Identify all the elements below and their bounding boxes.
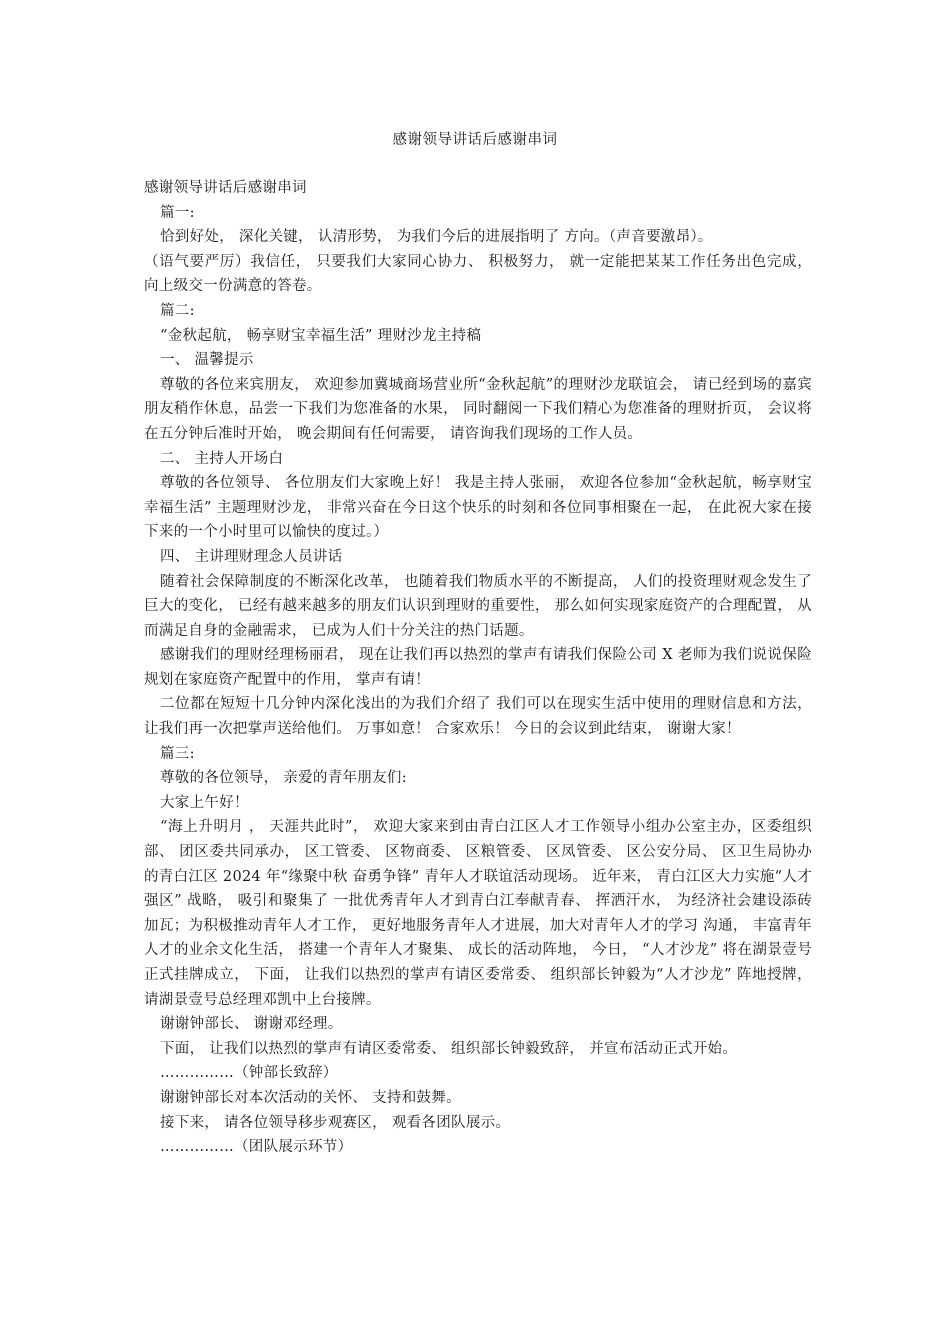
paragraph: 大家上午好！ <box>160 794 249 811</box>
paragraph: ……………（团队展示环节） <box>160 1139 353 1156</box>
paragraph: （语气要严厉）我信任， 只要我们大家同心协力、 积极努力， 就一定能把某某工作任务出色完成， 向上级交一份满意的答卷。 <box>144 253 812 295</box>
document-title: 感谢领导讲话后感谢串词 <box>392 132 558 148</box>
paragraph: 下面， 让我们以热烈的掌声有请区委常委、 组织部长钟毅致辞， 并宣布活动正式开始。 <box>160 1040 738 1057</box>
paragraph: 尊敬的各位领导、 各位朋友们大家晚上好！ 我是主持人张丽， 欢迎各位参加“金秋起航，畅享财宝幸福生活” 主题理财沙龙， 非常兴奋在今日这个快乐的时刻和各位同事相聚在一起， 在此祝大家在接下来的一个小时里可以愉快的度过。） <box>144 475 812 541</box>
paragraph: 感谢领导讲话后感谢串词 <box>144 180 307 196</box>
paragraph: 篇一: <box>160 204 195 221</box>
paragraph: 一、 温馨提示 <box>160 352 254 369</box>
paragraph: 尊敬的各位领导， 亲爱的青年朋友们: <box>160 770 407 787</box>
paragraph: 篇三: <box>160 745 195 762</box>
paragraph: 随着社会保障制度的不断深化改革， 也随着我们物质水平的不断提高， 人们的投资理财观念发生了 巨大的变化， 已经有越来越多的朋友们认识到理财的重要性， 那么如何实现家庭资产的合理配置， 从而满足自身的金融需求， 已成为人们十分关注的热门话题。 <box>144 573 812 639</box>
paragraph: 谢谢钟部长对本次活动的关怀、 支持和鼓舞。 <box>160 1089 461 1106</box>
paragraph: 四、 主讲理财理念人员讲话 <box>160 548 343 565</box>
paragraph: 篇二: <box>160 302 195 319</box>
paragraph: 谢谢钟部长、 谢谢邓经理。 <box>160 1016 343 1033</box>
paragraph: 二位都在短短十几分钟内深化浅出的为我们介绍了 我们可以在现实生活中使用的理财信息和方法， 让我们再一次把掌声送给他们。 万事如意！ 合家欢乐！ 今日的会议到此结束， 谢谢大家！ <box>144 696 812 738</box>
paragraph: 感谢我们的理财经理杨丽君， 现在让我们再以热烈的掌声有请我们保险公司 X 老师为我们说说保险规划在家庭资产配置中的作用， 掌声有请！ <box>144 647 812 688</box>
paragraph: “金秋起航， 畅享财宝幸福生活” 理财沙龙主持稿 <box>160 327 482 344</box>
paragraph: 恰到好处， 深化关键， 认清形势， 为我们今后的进展指明了 方向。（声音要激昂）。 <box>160 229 713 246</box>
paragraph: 二、 主持人开场白 <box>160 450 284 467</box>
document-body <box>144 176 812 1160</box>
paragraph: ……………（钟部长致辞） <box>160 1065 338 1082</box>
paragraph: 尊敬的各位来宾朋友， 欢迎参加冀城商场营业所“金秋起航”的理财沙龙联谊会， 请已经到场的嘉宾朋友稍作休息，品尝一下我们为您准备的水果， 同时翻阅一下我们精心为您准备的理财折页， 会议将在五分钟后准时开始， 晚会期间有任何需要， 请咨询我们现场的工作人员。 <box>144 376 812 442</box>
paragraph: 接下来， 请各位领导移步观赛区， 观看各团队展示。 <box>160 1114 511 1131</box>
paragraph: “海上升明月 ， 天涯共此时”， 欢迎大家来到由青白江区人才工作领导小组办公室主办，区委组织部、 团区委共同承办， 区工管委、 区物商委、 区粮管委、 区凤管委、 区公安分局、 区卫生局协办的青白江区 2024 年“缘聚中秋 奋勇争锋” 青年人才联谊活动现场。 近年来， 青白江区大力实施“人才强区” 战略， 吸引和聚集了 一批优秀青年人才到青白江奉献青春、 挥洒汗水， 为经济社会建设添砖加瓦；为积极推动青年人才工作， 更好地服务青年人才进展，加大对青年人才的学习 沟通， 丰富青年人才的业余文化生活， 搭建一个青年人才聚集、 成长的活动阵地， 今日， “人才沙龙” 将在湖景壹号正式挂牌成立， 下面， 让我们以热烈的掌声有请区委常委、 组织部长钟毅为“人才沙龙” 阵地授牌， 请湖景壹号总经理邓凯中上台接牌。 <box>144 819 812 1008</box>
